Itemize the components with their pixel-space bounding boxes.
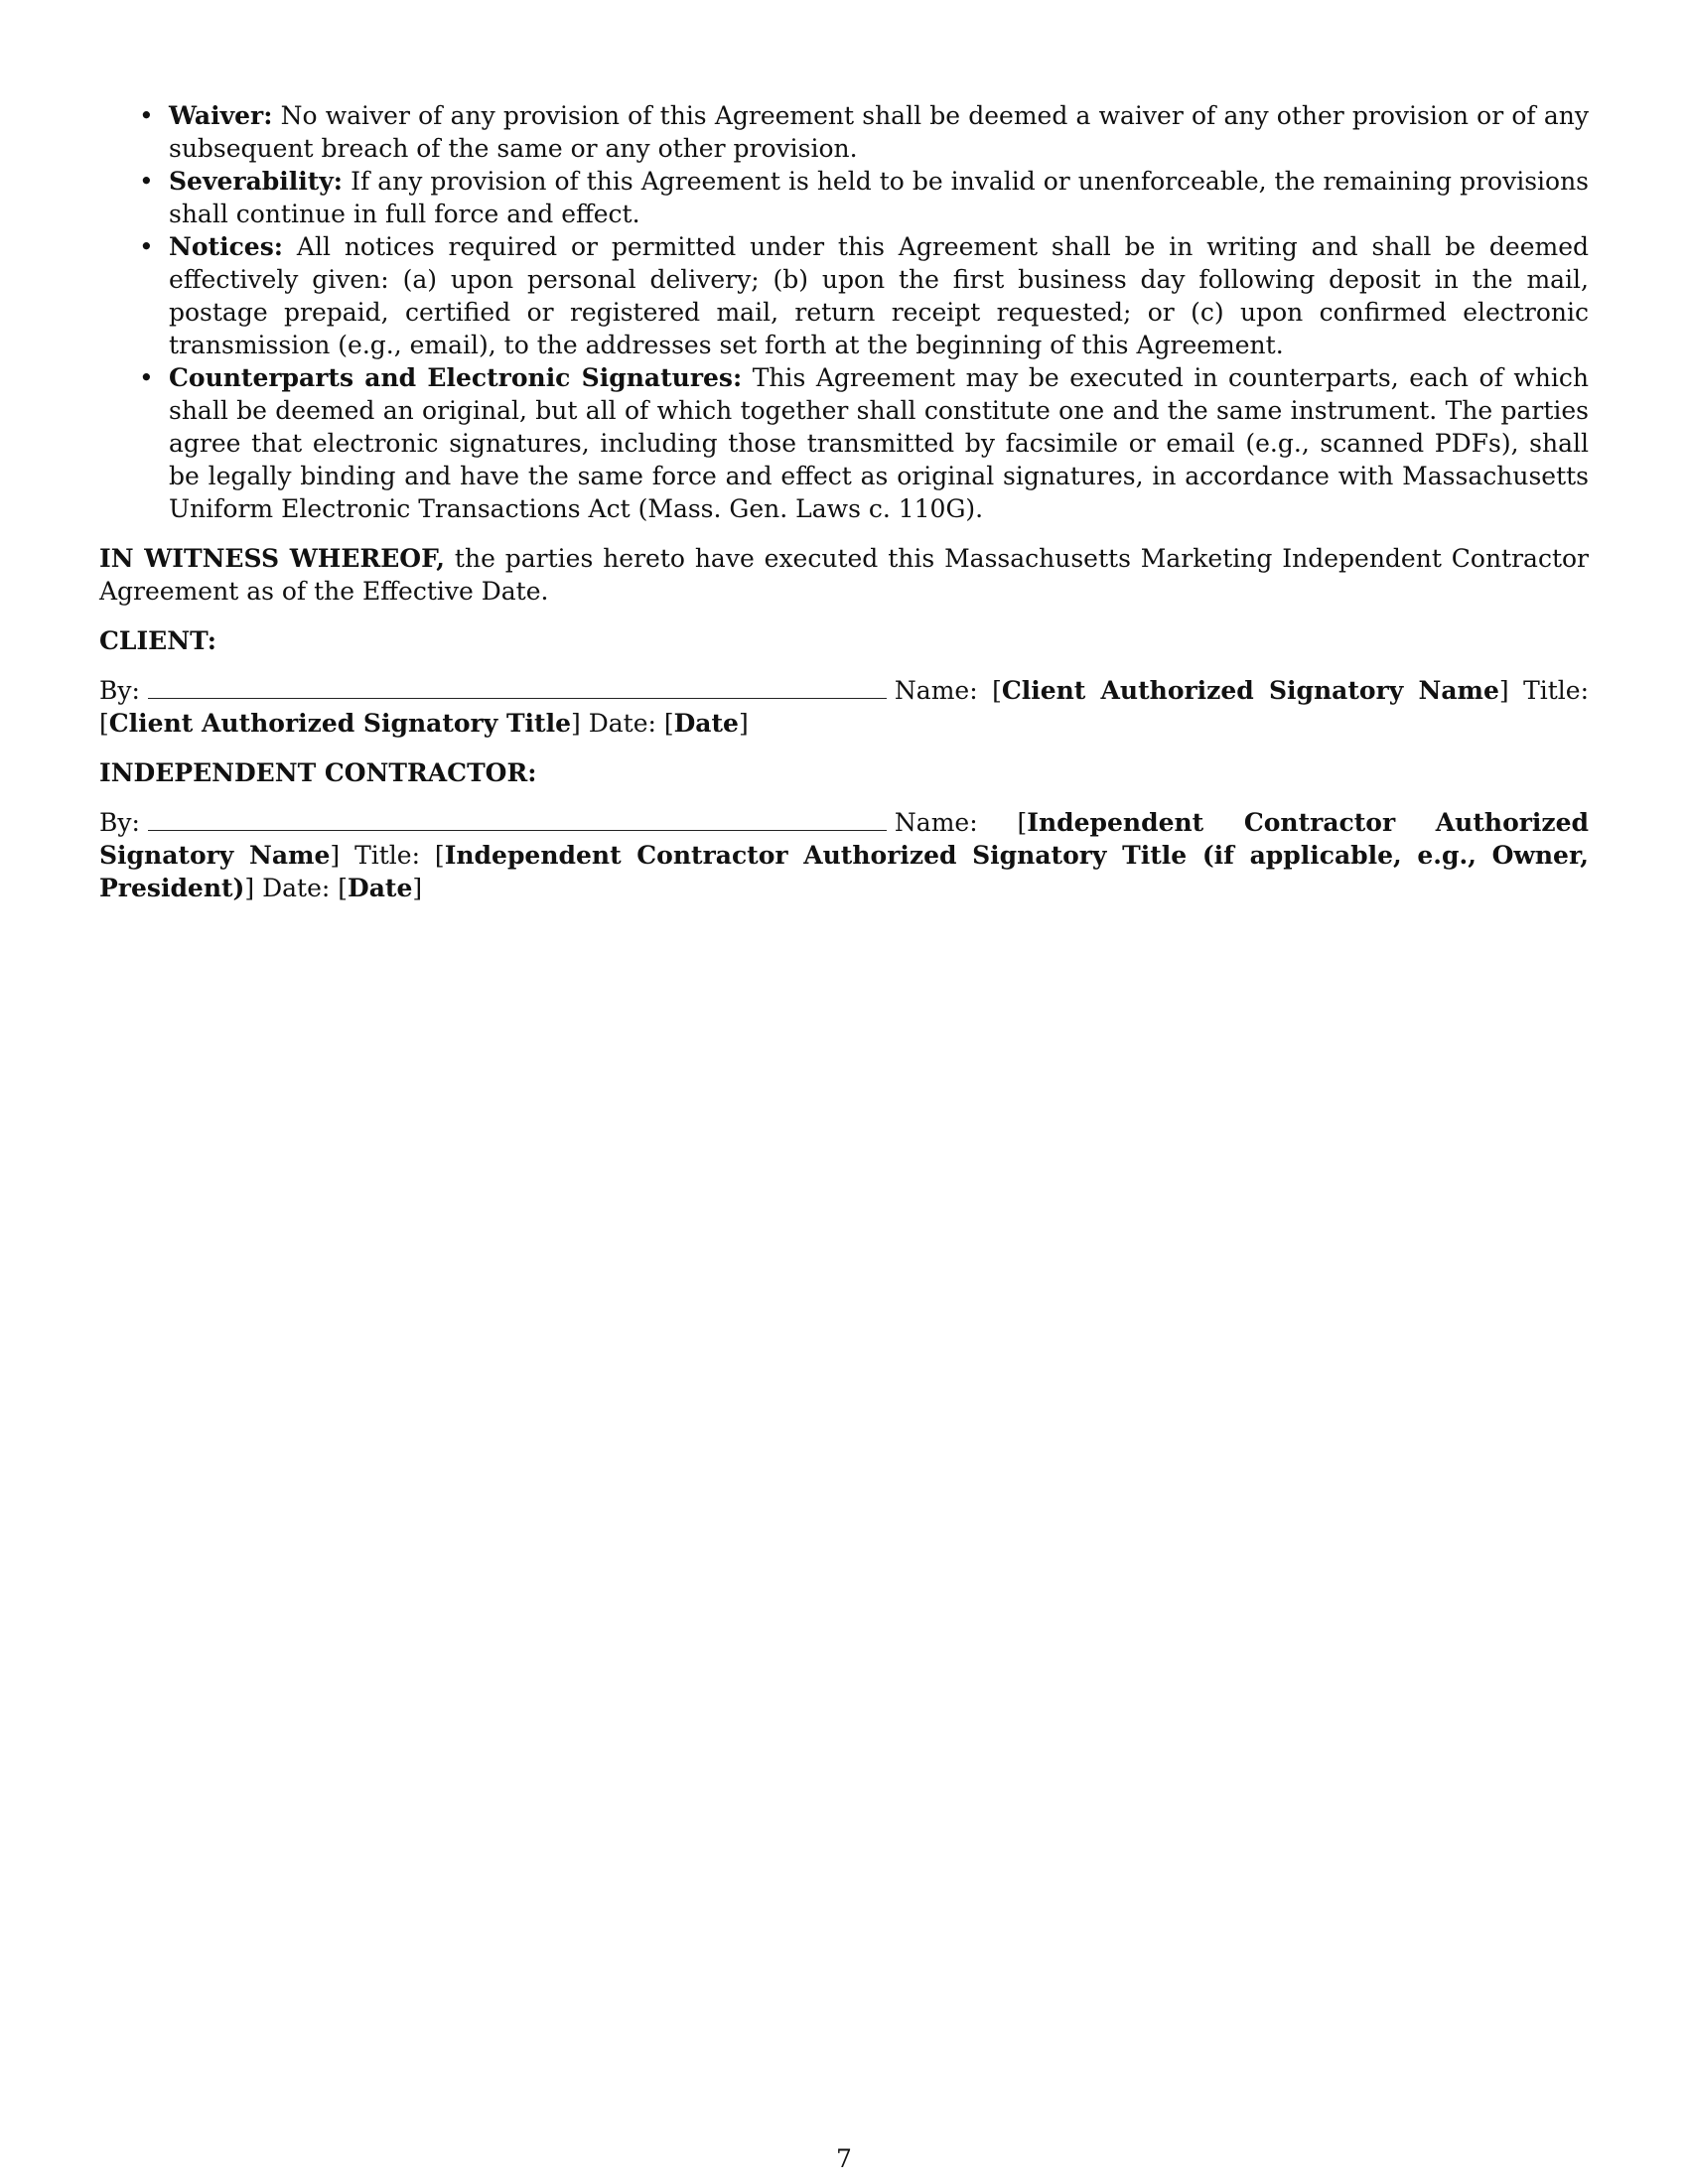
client-name-value: Client Authorized Signatory Name xyxy=(1001,676,1499,705)
clause-list xyxy=(99,99,1589,525)
contractor-signature-block: By: Name: [Independent Contractor Authorized Signatory Name] Title: [Independent Contractor Authorized Signatory Title (if applicable, e.g., Owner, President)] Date: [Date] xyxy=(99,808,1589,902)
client-heading: CLIENT: xyxy=(99,626,217,655)
list-item xyxy=(99,361,1589,525)
contractor-by-label: By: xyxy=(99,808,140,837)
clause-term: Counterparts and Electronic Signatures: xyxy=(169,363,743,392)
bullet-icon: • xyxy=(139,101,154,130)
clause-text: All notices required or permitted under this Agreement shall be in writing and shall be deemed effectively given: (a) upon personal delivery; (b) upon the first business day following deposit in the mail, postage prepaid, certified or registered mail, return receipt requested; or (c) upon confirmed electronic transmission (e.g., email), to the addresses set forth at the beginning of this Agreement. xyxy=(169,232,1590,359)
contractor-name-label: Name: xyxy=(894,808,978,837)
contractor-title-label: Title: xyxy=(354,841,421,870)
client-by-label: By: xyxy=(99,676,140,705)
client-date-label: Date: xyxy=(588,709,656,738)
witness-lead: IN WITNESS WHEREOF, xyxy=(99,544,446,573)
client-title-label: Title: xyxy=(1523,676,1589,705)
client-signature-block: By: Name: [Client Authorized Signatory Name] Title: [Client Authorized Signatory Title] Date: [Date] xyxy=(99,676,1589,738)
clause-term: Waiver: xyxy=(169,101,273,130)
bullet-icon: • xyxy=(139,363,154,392)
list-item xyxy=(99,165,1589,230)
document-page xyxy=(99,99,1589,904)
bullet-icon: • xyxy=(139,232,154,261)
clause-text: This Agreement may be executed in counterparts, each of which shall be deemed an original, but all of which together shall constitute one and the same instrument. The parties agree that electronic signatures, including those transmitted by facsimile or email (e.g., scanned PDFs), shall be legally binding and have the same force and effect as original signatures, in accordance with Massachusetts Uniform Electronic Transactions Act (Mass. Gen. Laws c. 110G). xyxy=(169,363,1589,523)
contractor-heading: INDEPENDENT CONTRACTOR: xyxy=(99,758,537,787)
client-date-value: Date xyxy=(673,709,739,738)
clause-text: No waiver of any provision of this Agreement shall be deemed a waiver of any other provision or of any subsequent breach of the same or any other provision. xyxy=(169,101,1589,163)
contractor-name-value: Independent Contractor Authorized Signatory Name xyxy=(99,808,1589,870)
clause-text: If any provision of this Agreement is held to be invalid or unenforceable, the remaining provisions shall continue in full force and effect. xyxy=(169,167,1590,228)
contractor-title-value: Independent Contractor Authorized Signatory Title (if applicable, e.g., Owner, President) xyxy=(99,841,1589,902)
clause-term: Severability: xyxy=(169,167,344,196)
bullet-icon: • xyxy=(139,167,154,196)
clause-term: Notices: xyxy=(169,232,284,261)
client-title-value: Client Authorized Signatory Title xyxy=(108,709,571,738)
page-number: 7 xyxy=(836,2144,852,2173)
contractor-signature-line[interactable] xyxy=(148,808,887,831)
list-item xyxy=(99,99,1589,165)
contractor-date-label: Date: xyxy=(262,874,331,902)
witness-text: the parties hereto have executed this Massachusetts Marketing Independent Contractor Agreement as of the Effective Date. xyxy=(99,544,1589,606)
list-item xyxy=(99,230,1589,361)
client-name-label: Name: xyxy=(894,676,978,705)
witness-paragraph xyxy=(99,542,1589,608)
client-signature-line[interactable] xyxy=(148,676,887,699)
contractor-date-value: Date xyxy=(348,874,413,902)
